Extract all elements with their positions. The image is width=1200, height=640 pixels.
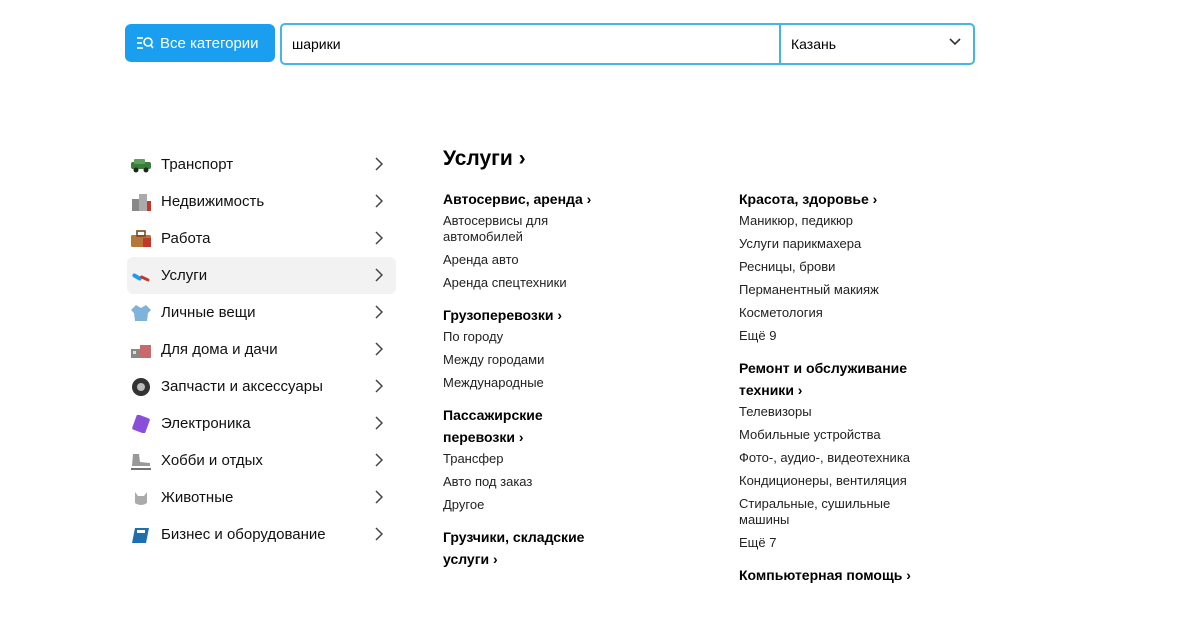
sidebar-item-label: Транспорт [161,156,234,173]
jacket-icon [129,303,153,323]
sidebar-item-transport[interactable] [127,146,396,183]
sidebar-item-hobby[interactable] [127,442,396,479]
subcategory-link[interactable]: Между городами [443,352,545,367]
column-left [443,188,693,583]
card-reader-icon [129,525,153,545]
sidebar-item-real-estate[interactable] [127,183,396,220]
chevron-right-icon [375,194,383,208]
chevron-right-icon [375,342,383,356]
chevron-right-icon [375,527,383,541]
car-icon [129,155,153,175]
chevron-right-icon [375,157,383,171]
subcategory-link[interactable]: Авто под заказ [443,474,533,489]
top-bar [125,23,971,63]
group-passenger [443,404,693,513]
category-content [443,146,963,583]
subcategory-link[interactable]: По городу [443,329,504,344]
column-right [739,188,989,599]
subcategory-link[interactable]: Ресницы, брови [739,259,836,274]
sidebar-item-services[interactable] [127,257,396,294]
search-box [280,23,975,65]
subcategory-link[interactable]: Автосервисы для автомобилей [443,213,549,244]
subcategory-link[interactable]: Стиральные, сушильные машины [739,496,891,527]
sidebar-item-label: Услуги [161,267,208,284]
sidebar-item-business[interactable] [127,516,396,553]
group-repair [739,357,989,551]
subcategory-link[interactable]: Перманентный макияж [739,282,879,297]
chevron-right-icon [375,379,383,393]
subcategory-link[interactable]: Кондиционеры, вентиляция [739,473,907,488]
subcategory-link[interactable]: Другое [443,497,485,512]
city-label: Казань [791,36,837,52]
cat-icon [129,488,153,508]
chevron-right-icon [375,490,383,504]
sidebar-item-label: Недвижимость [161,193,265,210]
group-auto-service [443,188,693,291]
group-computer-help [739,564,989,586]
chevron-right-icon [375,305,383,319]
search-input[interactable] [282,25,777,63]
sidebar-item-label: Запчасти и аксессуары [161,378,323,395]
sidebar-item-label: Электроника [161,415,251,432]
subcategory-link[interactable]: Мобильные устройства [739,427,881,442]
sidebar-item-jobs[interactable] [127,220,396,257]
all-categories-label: Все категории [160,34,259,52]
more-link[interactable]: Ещё 9 [739,328,777,343]
chevron-right-icon [375,453,383,467]
all-categories-button[interactable] [125,24,275,62]
sidebar-item-personal-items[interactable] [127,294,396,331]
sidebar-item-label: Хобби и отдых [161,452,263,469]
building-icon [129,192,153,212]
subcategory-link[interactable]: Маникюр, педикюр [739,213,854,228]
sidebar-item-label: Бизнес и оборудование [161,526,326,543]
subcategory-link[interactable]: Телевизоры [739,404,812,419]
briefcase-icon [129,229,153,249]
sidebar-item-parts-accessories[interactable] [127,368,396,405]
skates-icon [129,451,153,471]
group-cargo [443,304,693,391]
sidebar-item-label: Личные вещи [161,304,256,321]
chevron-right-icon [375,416,383,430]
group-title[interactable]: Красота, здоровье › [739,191,878,207]
more-link[interactable]: Ещё 7 [739,535,777,550]
house-icon [129,340,153,360]
subcategory-link[interactable]: Аренда авто [443,252,519,267]
city-select[interactable] [779,25,973,63]
sidebar-item-electronics[interactable] [127,405,396,442]
subcategory-link[interactable]: Международные [443,375,544,390]
subcategory-link[interactable]: Косметология [739,305,823,320]
tools-icon [129,266,153,286]
group-title[interactable]: Автосервис, аренда › [443,191,592,207]
sidebar-item-animals[interactable] [127,479,396,516]
page-title[interactable]: Услуги › [443,147,526,170]
chevron-right-icon [375,268,383,282]
chevron-right-icon [375,231,383,245]
tire-icon [129,377,153,397]
subcategory-link[interactable]: Услуги парикмахера [739,236,862,251]
sidebar-item-home-garden[interactable] [127,331,396,368]
sidebar-item-label: Для дома и дачи [161,341,278,358]
subcategory-link[interactable]: Аренда спецтехники [443,275,567,290]
subcategory-link[interactable]: Трансфер [443,451,504,466]
group-title[interactable]: Компьютерная помощь › [739,567,911,583]
group-title[interactable]: Пассажирские перевозки › [443,407,543,445]
sidebar-item-label: Работа [161,230,211,247]
group-title[interactable]: Грузчики, складские услуги › [443,529,585,567]
group-beauty [739,188,989,344]
group-title[interactable]: Грузоперевозки › [443,307,563,323]
group-title[interactable]: Ремонт и обслуживание техники › [739,360,908,398]
group-movers [443,526,693,570]
chevron-down-icon [949,38,961,46]
sidebar-item-label: Животные [161,489,234,506]
filter-search-icon [136,36,154,50]
subcategory-link[interactable]: Фото-, аудио-, видеотехника [739,450,911,465]
category-sidebar [127,146,396,553]
phone-icon [129,414,153,434]
